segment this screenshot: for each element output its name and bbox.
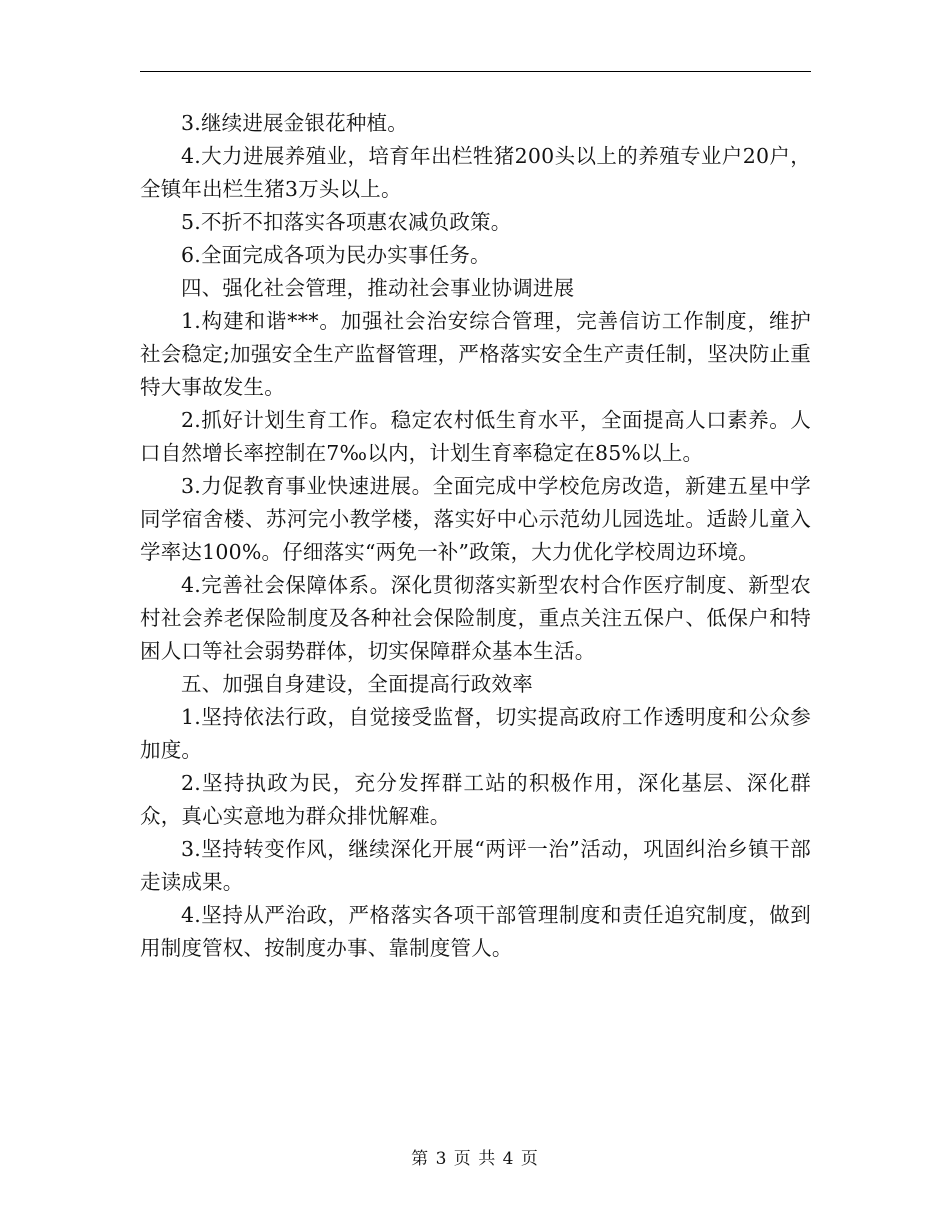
paragraph: 3.力促教育事业快速进展。全面完成中学校危房改造，新建五星中学同学宿舍楼、苏河完小教学楼，落实好中心示范幼儿园选址。适龄儿童入学率达100%。仔细落实“两免一补”政策，大力优化学校周边环境。 [140,474,811,564]
page-number-footer: 第 3 页 共 4 页 [411,1149,539,1169]
paragraph: 1.构建和谐***。加强社会治安综合管理，完善信访工作制度，维护社会稳定;加强安全生产监督管理，严格落实安全生产责任制，坚决防止重特大事故发生。 [140,309,811,399]
paragraph: 4.完善社会保障体系。深化贯彻落实新型农村合作医疗制度、新型农村社会养老保险制度及各种社会保险制度，重点关注五保户、低保户和特困人口等社会弱势群体，切实保障群众基本生活。 [140,573,811,663]
paragraph: 4.大力进展养殖业，培育年出栏牲猪200头以上的养殖专业户20户，全镇年出栏生猪3万头以上。 [140,144,811,201]
section-heading: 五、加强自身建设，全面提高行政效率 [181,672,533,696]
paragraph: 5.不折不扣落实各项惠农减负政策。 [181,210,512,234]
paragraph: 3.坚持转变作风，继续深化开展“两评一治”活动，巩固纠治乡镇干部走读成果。 [140,837,811,894]
paragraph: 1.坚持依法行政，自觉接受监督，切实提高政府工作透明度和公众参加度。 [140,705,811,762]
paragraph: 2.坚持执政为民，充分发挥群工站的积极作用，深化基层、深化群众，真心实意地为群众排忧解难。 [140,771,811,828]
paragraph: 3.继续进展金银花种植。 [181,111,408,135]
paragraph: 4.坚持从严治政，严格落实各项干部管理制度和责任追究制度，做到用制度管权、按制度办事、靠制度管人。 [140,903,811,960]
section-heading: 四、强化社会管理，推动社会事业协调进展 [181,276,575,300]
header-rule [140,71,811,72]
paragraph: 6.全面完成各项为民办实事任务。 [181,243,491,267]
document-body [140,107,811,965]
paragraph: 2.抓好计划生育工作。稳定农村低生育水平，全面提高人口素养。人口自然增长率控制在7‰以内，计划生育率稳定在85%以上。 [140,408,811,465]
